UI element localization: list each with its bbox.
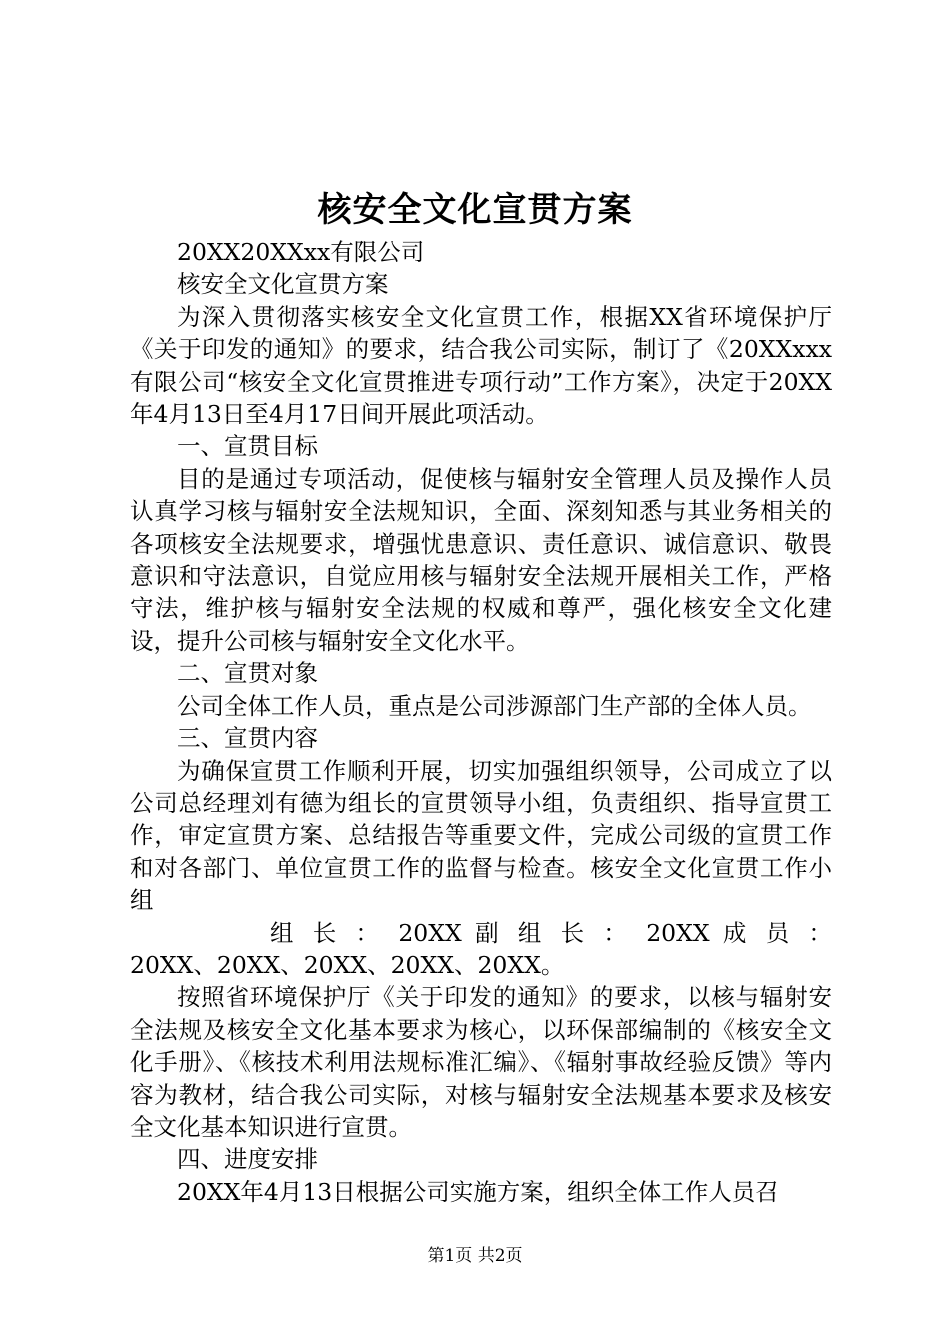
page-footer: 第1页 共2页 [427,1246,523,1266]
section-heading-audience: 二、宣贯对象 [177,659,318,688]
document-title: 核安全文化宣贯方案 [317,190,633,230]
audience-paragraph: 公司全体工作人员，重点是公司涉源部门生产部的全体人员。 [177,691,812,720]
section-heading-goal: 一、宣贯目标 [177,432,318,461]
subtitle-line: 核安全文化宣贯方案 [177,270,389,299]
goal-paragraph: 目的是通过专项活动，促使核与辐射安全管理人员及操作人员认真学习核与辐射安全法规知识，全面、深刻知悉与其业务相关的各项核安全法规要求，增强忧患意识、责任意识、诚信意识、敬畏意识和守法意识，自觉应用核与辐射安全法规开展相关工作，严格守法，维护核与辐射安全法规的权威和尊严，强化核安全文化建设，提升公司核与辐射安全文化水平。 [130,464,832,655]
materials-paragraph: 按照省环境保护厅《关于印发的通知》的要求，以核与辐射安全法规及核安全文化基本要求为核心，以环保部编制的《核安全文化手册》、《核技术利用法规标准汇编》、《辐射事故经验反馈》等内容为教材，结合我公司实际，对核与辐射安全法规基本要求及核安全文化基本知识进行宣贯。 [130,983,832,1141]
schedule-paragraph: 20XX年4月13日根据公司实施方案，组织全体工作人员召 [177,1177,779,1206]
intro-paragraph: 为深入贯彻落实核安全文化宣贯工作，根据XX省环境保护厅《关于印发的通知》的要求，结合我公司实际，制订了《20XXxxx有限公司“核安全文化宣贯推进专项行动”工作方案》，决定于20XX年4月13日至4月17日间开展此项活动。 [130,302,832,429]
section-heading-content: 三、宣贯内容 [177,724,318,753]
members-continued: 20XX、20XX、20XX、20XX、20XX。 [130,950,565,979]
document-body [130,236,832,1208]
company-name-line: 20XX20XXxx有限公司 [177,238,425,266]
content-paragraph: 为确保宣贯工作顺利开展，切实加强组织领导，公司成立了以公司总经理刘有德为组长的宣贯领导小组，负责组织、指导宣贯工作，审定宣贯方案、总结报告等重要文件，完成公司级的宣贯工作和对各部门、单位宣贯工作的监督与检查。核安全文化宣贯工作小组 [130,756,832,915]
members-line: 组 长 ： 20XX 副 组 长 ： 20XX 成 员 ： [270,918,832,947]
section-heading-schedule: 四、进度安排 [177,1145,318,1174]
